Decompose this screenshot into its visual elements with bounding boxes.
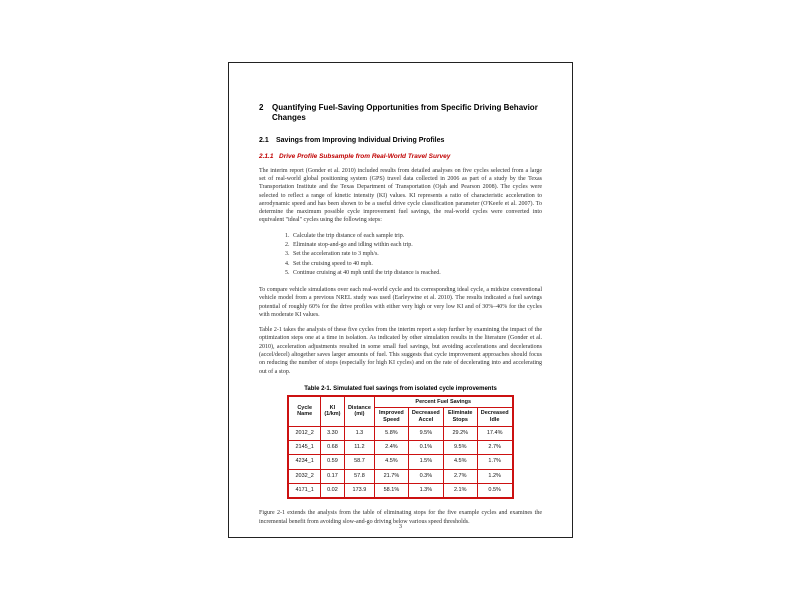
table-cell: 0.3% xyxy=(408,469,443,483)
table-cell: 2145_1 xyxy=(288,440,320,454)
table-cell: 2.7% xyxy=(443,469,477,483)
table-header-cell: Decreased Accel xyxy=(408,408,443,426)
list-item: 5. Continue cruising at 40 mph until the trip distance is reached. xyxy=(291,269,542,278)
table-cell: 1.5% xyxy=(408,455,443,469)
subsubsection-heading xyxy=(259,153,542,160)
table-cell: 2.7% xyxy=(477,440,512,454)
table-row xyxy=(288,455,512,469)
table-cell: 0.5% xyxy=(477,483,512,498)
paragraph-table-analysis: Table 2-1 takes the analysis of these five cycles from the interim report a step further by examining the impact of the optimization steps one at a time in isolation. As indicated by other simulation results in the literature (Gonder et al. 2010), acceleration adjustments resulted in some small fuel savings, but avoiding accelerations and decelerations (accel/decel) altogether saves larger amounts of fuel. This suggests that cycle improvement approaches should focus on reducing the number of stops (especially for high KI cycles) and on the rate of decelerating into and accelerating out of a stop. xyxy=(259,327,542,375)
paragraph-figure-ref: Figure 2-1 extends the analysis from the table of eliminating stops for the five example cycles and examines the incremental benefit from avoiding slow-and-go driving below various speed thresholds. xyxy=(259,510,542,525)
table-cell: 1.3% xyxy=(408,483,443,498)
results-table xyxy=(287,395,513,500)
table-group-header-cell: Percent Fuel Savings xyxy=(374,396,512,408)
table-cell: 0.02 xyxy=(320,483,344,498)
list-item: 1. Calculate the trip distance of each sample trip. xyxy=(291,232,542,241)
table-cell: 0.1% xyxy=(408,440,443,454)
table-cell: 2012_2 xyxy=(288,426,320,440)
table-cell: 21.7% xyxy=(374,469,408,483)
report-page xyxy=(228,62,573,538)
table-cell: 29.2% xyxy=(443,426,477,440)
section-heading xyxy=(259,103,542,124)
table-header-cell: Decreased Idle xyxy=(477,408,512,426)
table-cell: 9.5% xyxy=(443,440,477,454)
table-header-cell: KI (1/km) xyxy=(320,396,344,426)
page-number: 3 xyxy=(399,524,402,530)
table-row xyxy=(288,426,512,440)
table-cell: 58.7 xyxy=(344,455,374,469)
table-row xyxy=(288,440,512,454)
table-cell: 4.5% xyxy=(443,455,477,469)
table-cell: 17.4% xyxy=(477,426,512,440)
table-row xyxy=(288,469,512,483)
list-item: 4. Set the cruising speed to 40 mph. xyxy=(291,260,542,269)
subsection-title: Savings from Improving Individual Driving Profiles xyxy=(276,136,445,144)
table-cell: 1.7% xyxy=(477,455,512,469)
list-item: 3. Set the acceleration rate to 3 mph/s. xyxy=(291,250,542,259)
table-header-cell: Improved Speed xyxy=(374,408,408,426)
table-header-cell: Distance (mi) xyxy=(344,396,374,426)
table-cell: 2.1% xyxy=(443,483,477,498)
table-cell: 3.30 xyxy=(320,426,344,440)
table-cell: 1.2% xyxy=(477,469,512,483)
table-cell: 57.8 xyxy=(344,469,374,483)
section-number: 2 xyxy=(259,103,264,112)
subsection-number: 2.1 xyxy=(259,136,269,144)
table-cell: 9.5% xyxy=(408,426,443,440)
table-cell: 1.3 xyxy=(344,426,374,440)
table-header-row xyxy=(288,396,512,408)
paragraph-intro: The interim report (Gonder et al. 2010) included results from detailed analyses on five cycles selected from a large set of real-world global positioning system (GPS) travel data collected in 2006 as part of a study by the Texas Transportation Institute and the Texas Department of Transportation (Ojah and Pearson 2008). The cycles were selected to reflect a range of kinetic intensity (KI) values. KI represents a ratio of characteristic acceleration to aerodynamic speed and has been shown to be a useful drive cycle classification parameter (O'Keefe et al. 2007). To determine the maximum possible cycle improvement fuel savings, the real-world cycles were converted into equivalent "ideal" cycles using the following steps: xyxy=(259,167,542,224)
subsubsection-number: 2.1.1 xyxy=(259,152,274,160)
section-title: Quantifying Fuel-Saving Opportunities from Specific Driving Behavior Changes xyxy=(272,103,538,123)
table-cell: 0.59 xyxy=(320,455,344,469)
table-cell: 2032_2 xyxy=(288,469,320,483)
table-caption: Table 2-1. Simulated fuel savings from isolated cycle improvements xyxy=(304,385,497,392)
table-cell: 0.68 xyxy=(320,440,344,454)
table-cell: 5.8% xyxy=(374,426,408,440)
steps-list xyxy=(291,232,542,278)
table-row xyxy=(288,483,512,498)
table-cell: 0.17 xyxy=(320,469,344,483)
subsection-heading xyxy=(259,137,542,144)
table-cell: 4234_1 xyxy=(288,455,320,469)
table-cell: 58.1% xyxy=(374,483,408,498)
list-item: 2. Eliminate stop-and-go and idling within each trip. xyxy=(291,241,542,250)
table-cell: 2.4% xyxy=(374,440,408,454)
subsubsection-title: Drive Profile Subsample from Real-World Travel Survey xyxy=(279,152,451,160)
table-cell: 4.5% xyxy=(374,455,408,469)
table-header-cell: Cycle Name xyxy=(288,396,320,426)
table-cell: 4171_1 xyxy=(288,483,320,498)
table-header-cell: Eliminate Stops xyxy=(443,408,477,426)
paragraph-simulation: To compare vehicle simulations over each real-world cycle and its corresponding ideal cycle, a midsize conventional vehicle model from a previous NREL study was used (Earleywine et al. 2010). The results indicated a fuel savings potential of roughly 60% for the drive profiles with either very high or very low KI and of 30%–40% for the cycles with moderate KI values. xyxy=(259,287,542,318)
table-cell: 173.9 xyxy=(344,483,374,498)
table-cell: 11.2 xyxy=(344,440,374,454)
